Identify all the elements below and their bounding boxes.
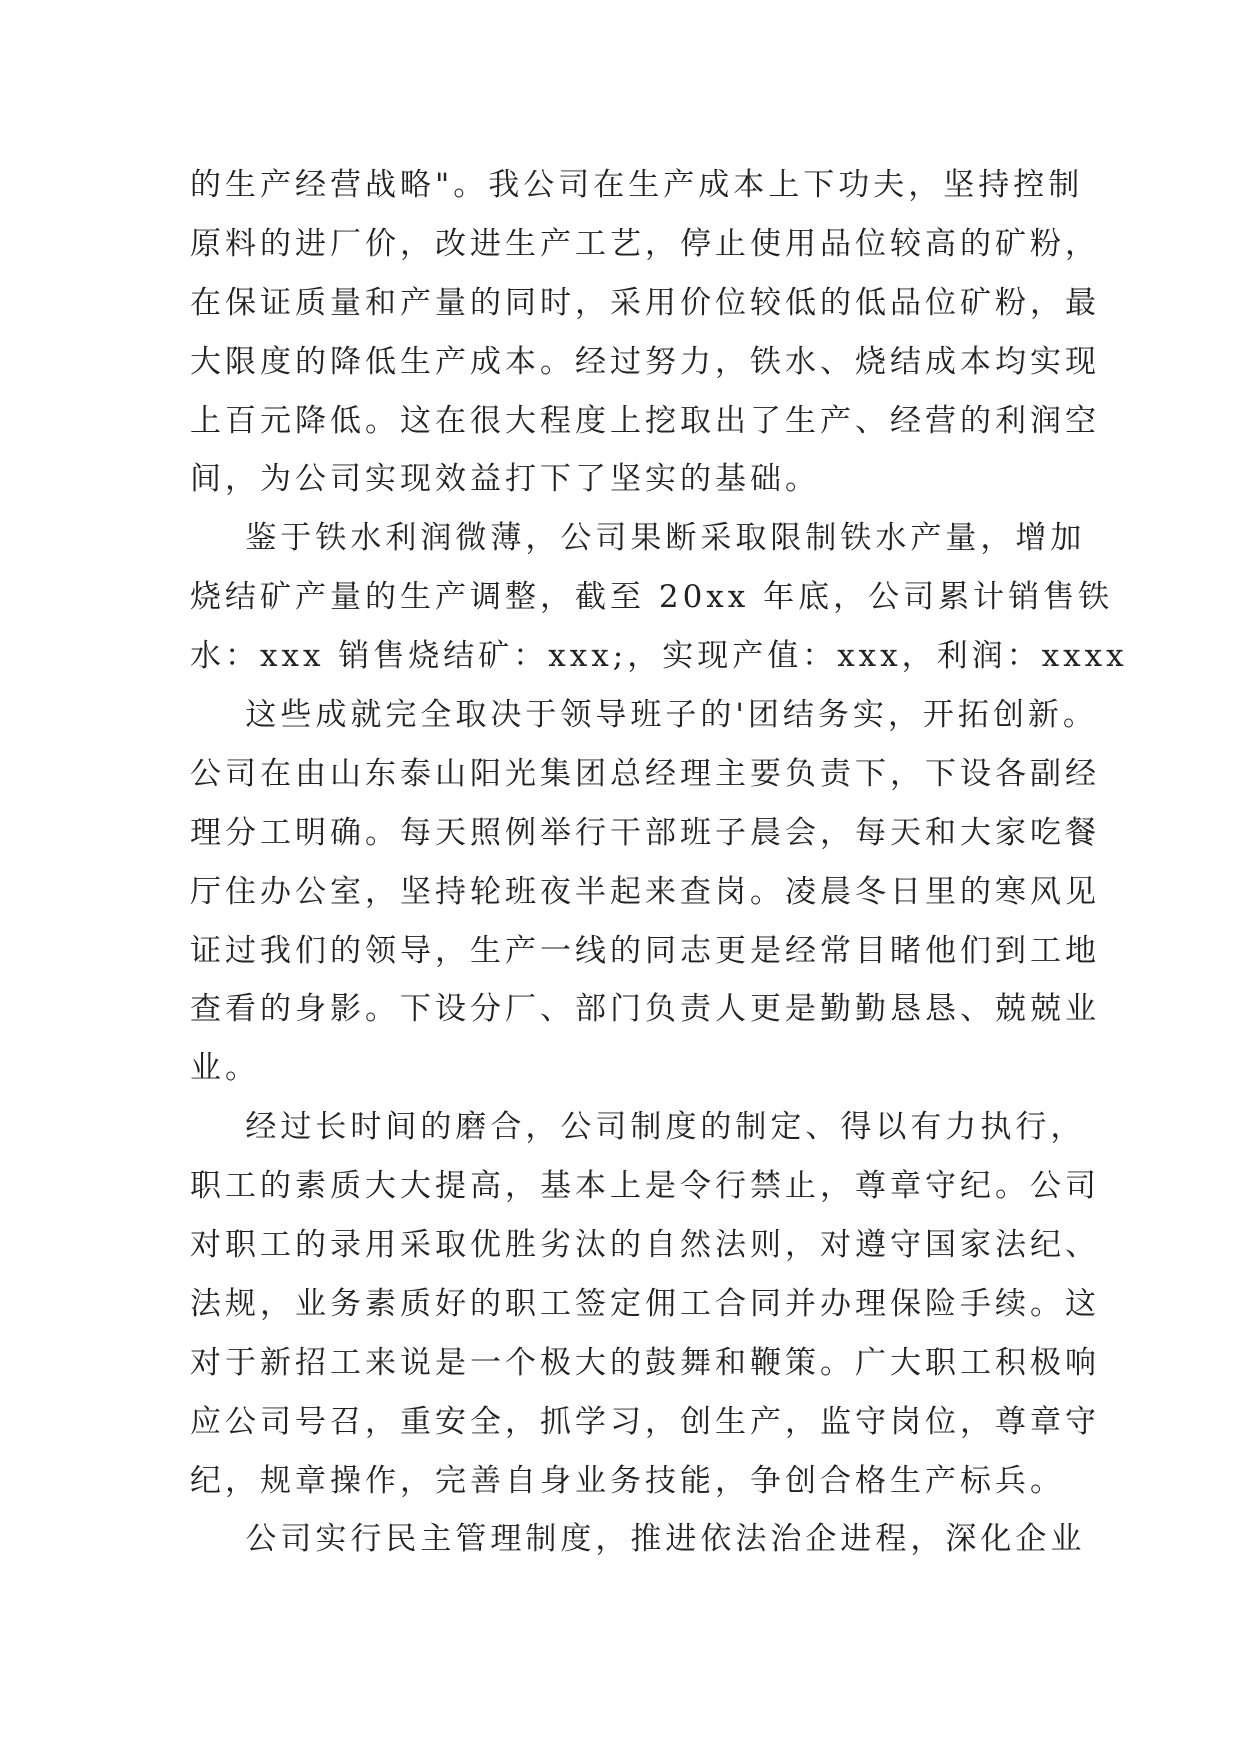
text-line: 对职工的录用采取优胜劣汰的自然法则，对遵守国家法纪、: [190, 1227, 1100, 1264]
text-line: 查看的身影。下设分厂、部门负责人更是勤勤恳恳、兢兢业: [190, 991, 1100, 1028]
text-line: 法规，业务素质好的职工签定佣工合同并办理保险手续。这: [190, 1285, 1100, 1322]
document-body: [190, 156, 1128, 1569]
text-line: 间，为公司实现效益打下了坚实的基础。: [190, 461, 820, 498]
text-line: 这些成就完全取决于领导班子的'团结务实，开拓创新。: [190, 697, 1098, 734]
text-line: 对于新招工来说是一个极大的鼓舞和鞭策。广大职工积极响: [190, 1344, 1100, 1381]
text-line: 职工的素质大大提高，基本上是令行禁止，尊章守纪。公司: [190, 1168, 1100, 1205]
text-line: 证过我们的领导，生产一线的同志更是经常目睹他们到工地: [190, 932, 1100, 969]
text-line: 应公司号召，重安全，抓学习，创生产，监守岗位，尊章守: [190, 1403, 1100, 1440]
text-line: 烧结矿产量的生产调整，截至 20xx 年底，公司累计销售铁: [190, 579, 1114, 616]
text-line: 纪，规章操作，完善自身业务技能，争创合格生产标兵。: [190, 1462, 1065, 1499]
text-line: 上百元降低。这在很大程度上挖取出了生产、经营的利润空: [190, 402, 1100, 439]
text-line: 原料的进厂价，改进生产工艺，停止使用品位较高的矿粉，: [190, 225, 1100, 262]
text-line: 的生产经营战略"。我公司在生产成本上下功夫，坚持控制: [190, 167, 1084, 203]
text-line: 在保证质量和产量的同时，采用价位较低的低品位矿粉，最: [190, 284, 1100, 321]
text-line: 业。: [190, 1050, 260, 1087]
text-line: 水：xxx 销售烧结矿：xxx;，实现产值：xxx，利润：xxxx: [190, 638, 1128, 675]
text-line: 大限度的降低生产成本。经过努力，铁水、烧结成本均实现: [190, 343, 1100, 380]
text-line: 厅住办公室，坚持轮班夜半起来查岗。凌晨冬日里的寒风见: [190, 873, 1100, 910]
text-line: 经过长时间的磨合，公司制度的制定、得以有力执行，: [190, 1109, 1086, 1146]
text-line: 公司实行民主管理制度，推进依法治企进程，深化企业: [190, 1521, 1086, 1558]
text-line: 公司在由山东泰山阳光集团总经理主要负责下，下设各副经: [190, 755, 1100, 792]
text-line: 鉴于铁水利润微薄，公司果断采取限制铁水产量，增加: [190, 520, 1086, 557]
text-line: 理分工明确。每天照例举行干部班子晨会，每天和大家吃餐: [190, 814, 1100, 851]
